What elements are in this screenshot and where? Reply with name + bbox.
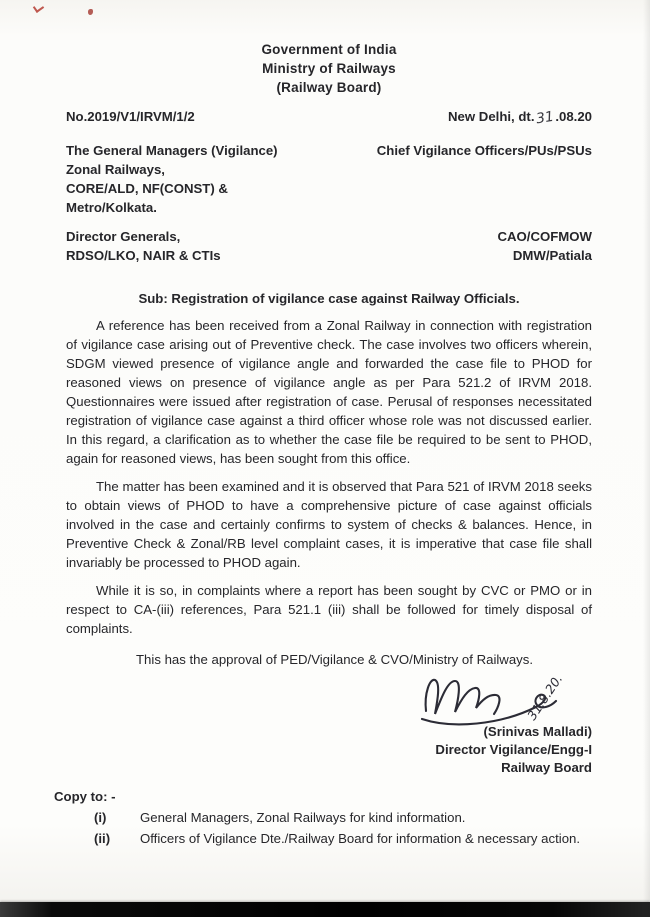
addressee-line: CORE/ALD, NF(CONST) & (66, 181, 228, 196)
copy-to-item-number: (ii) (94, 831, 111, 846)
addressee-line: RDSO/LKO, NAIR & CTIs (66, 248, 221, 263)
copy-to-item-text: Officers of Vigilance Dte./Railway Board for information & necessary action. (140, 831, 581, 846)
signatory-organization: Railway Board (501, 760, 592, 775)
signatory-designation: Director Vigilance/Engg-I (435, 742, 592, 757)
place-date-prefix: New Delhi, dt. (448, 109, 535, 124)
addressee-line: Director Generals, (66, 229, 181, 244)
addressee-line: Metro/Kolkata. (66, 200, 157, 215)
handwritten-day: 31 (534, 108, 555, 128)
copy-to-label: Copy to: - (54, 789, 116, 804)
addressee-line: CAO/COFMOW (497, 229, 592, 244)
copy-to-item (66, 808, 592, 827)
copy-to-item-text: General Managers, Zonal Railways for kind information. (140, 810, 466, 825)
addressee-line: DMW/Patiala (512, 248, 592, 263)
addressee-line: The General Managers (Vigilance) (66, 143, 278, 158)
reference-number: No.2019/V1/IRVM/1/2 (66, 109, 195, 124)
approval-line: This has the approval of PED/Vigilance & CVO/Ministry of Railways. (136, 652, 534, 667)
letterhead-line-3: (Railway Board) (276, 80, 382, 95)
addressee-right-block-2 (498, 227, 593, 265)
signatory-name: (Srinivas Malladi) (483, 724, 592, 739)
date-suffix: .08.20 (555, 109, 592, 124)
copy-to-item-number: (i) (94, 810, 107, 825)
addressee-row-2 (66, 227, 592, 265)
handwritten-signature-date: 31.8.20. (524, 671, 566, 723)
body-paragraph-3: While it is so, in complaints where a report has been sought by CVC or PMO or in respect to CA-(iii) references, Para 521.1 (iii) shall be followed for timely disposal of complaints. (66, 583, 592, 636)
addressee-row-1 (66, 141, 592, 217)
body-paragraph-1: A reference has been received from a Zonal Railway in connection with registration of vigilance case arising out of Preventive check. The case involves two officers wherein, SDGM viewed presence of vigilance angle and forwarded the case file to PHOD for reasoned views on presence of vigilance angle as per Para 521.2 of IRVM 2018. Questionnaires were issued after registration of case. Perusal of responses necessitated registration of vigilance case against a third officer whose role was not discussed earlier. In this regard, a clarification as to whether the case file be required to be sent to PHOD, again for reasoned views, has been sought from this office. (66, 318, 592, 466)
signature-block (66, 669, 592, 777)
addressee-line: Zonal Railways, (66, 162, 165, 177)
handwritten-signature-icon (416, 669, 588, 729)
letterhead-line-2: Ministry of Railways (262, 61, 396, 76)
copy-to-item (66, 829, 592, 848)
subject-line: Sub: Registration of vigilance case against Railway Officials. (138, 291, 520, 306)
place-and-date (448, 107, 592, 127)
addressee-right-block-1 (377, 141, 592, 160)
letterhead (66, 40, 592, 97)
body-paragraph-2: The matter has been examined and it is observed that Para 521 of IRVM 2018 seeks to obtain views of PHOD to have a comprehensive picture of case against officials involved in the case and certainly confirms to system of checks & balances. Hence, in Preventive Check & Zonal/RB level complaint cases, it is imperative that case file shall invariably be processed to PHOD again. (66, 479, 592, 570)
letterhead-line-1: Government of India (261, 42, 397, 57)
addressee-left-block-1 (66, 141, 278, 217)
reference-row (66, 107, 592, 127)
scan-edge-bar (0, 902, 650, 917)
addressee-left-block-2 (66, 227, 221, 265)
addressee-line: Chief Vigilance Officers/PUs/PSUs (376, 143, 592, 158)
